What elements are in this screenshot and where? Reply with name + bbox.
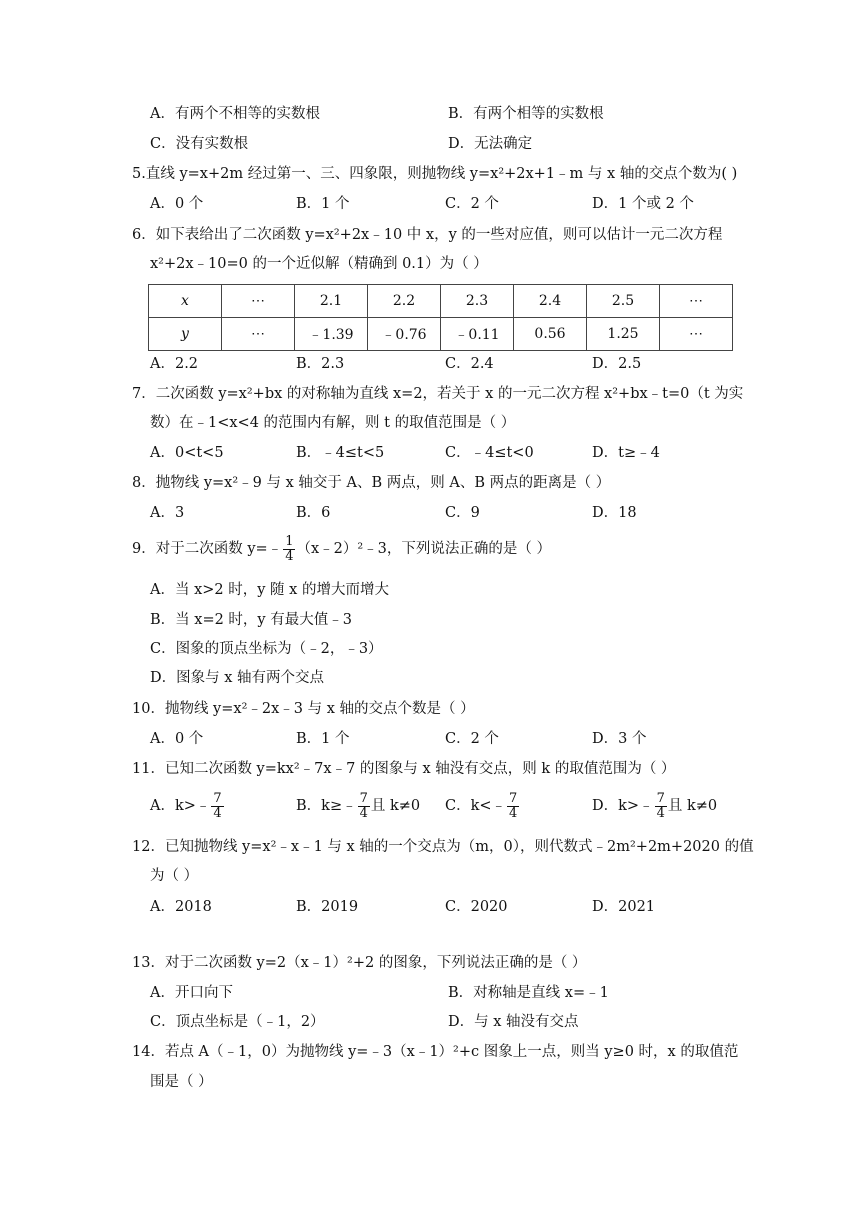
q5-option-a[interactable]: A．0 个 xyxy=(150,196,204,212)
q4-option-a[interactable]: A．有两个不相等的实数根 xyxy=(150,106,320,122)
q10-option-c[interactable]: C．2 个 xyxy=(445,731,499,747)
q7-option-a[interactable]: A．0<t<5 xyxy=(150,445,224,461)
q12-option-b[interactable]: B．2019 xyxy=(296,899,359,915)
table-cell: ﹣0.11 xyxy=(441,318,514,351)
q14-stem-line2: 围是（ ） xyxy=(150,1074,213,1090)
q6-stem-line1: 6．如下表给出了二次函数 y=x²+2x﹣10 中 x，y 的一些对应值，则可以估计一元二次方程 xyxy=(132,227,723,243)
fraction-denominator: 4 xyxy=(359,805,368,821)
table-cell: 2.2 xyxy=(368,285,441,318)
table-cell: 2.1 xyxy=(295,285,368,318)
fraction xyxy=(655,792,667,821)
table-cell: 2.5 xyxy=(587,285,660,318)
q12-stem-line1: 12．已知抛物线 y=x²﹣x﹣1 与 x 轴的一个交点为（m，0），则代数式﹣2m²+2m+2020 的值 xyxy=(132,839,754,855)
q13-option-b[interactable]: B．对称轴是直线 x=﹣1 xyxy=(448,985,609,1001)
fraction-denominator: 4 xyxy=(509,805,518,821)
q6-option-d[interactable]: D．2.5 xyxy=(592,356,642,372)
table-cell: y xyxy=(149,318,222,351)
q12-stem-line2: 为（ ） xyxy=(150,868,199,884)
q4-option-c[interactable]: C．没有实数根 xyxy=(150,136,249,152)
q9-stem xyxy=(132,534,551,564)
fraction-denominator: 4 xyxy=(213,805,222,821)
q6-option-a[interactable]: A．2.2 xyxy=(150,356,199,372)
q5-stem: 5.直线 y=x+2m 经过第一、三、四象限，则抛物线 y=x²+2x+1﹣m 与 x 轴的交点个数为( ) xyxy=(132,166,738,182)
q7-option-b[interactable]: B．﹣4≤t<5 xyxy=(296,445,385,461)
fraction-numerator: 1 xyxy=(285,533,294,549)
q5-option-c[interactable]: C．2 个 xyxy=(445,196,499,212)
fraction xyxy=(507,792,519,821)
q8-stem: 8．抛物线 y=x²﹣9 与 x 轴交于 A、B 两点，则 A、B 两点的距离是（ ） xyxy=(132,475,611,491)
q10-option-d[interactable]: D．3 个 xyxy=(592,731,647,747)
q8-option-c[interactable]: C．9 xyxy=(445,505,480,521)
fraction-denominator: 4 xyxy=(285,548,294,564)
q6-value-table xyxy=(148,284,733,351)
fraction-denominator: 4 xyxy=(656,805,665,821)
q9-stem-suffix: （x﹣2）²﹣3，下列说法正确的是（ ） xyxy=(296,541,552,557)
q10-option-a[interactable]: A．0 个 xyxy=(150,731,204,747)
table-cell: ⋯ xyxy=(222,318,295,351)
table-row-y xyxy=(149,318,733,351)
option-text-suffix: 且 k≠0 xyxy=(370,798,421,814)
q12-option-a[interactable]: A．2018 xyxy=(150,899,212,915)
q11-option-c[interactable] xyxy=(445,790,520,822)
q14-stem-line1: 14．若点 A（﹣1，0）为抛物线 y=﹣3（x﹣1）²+c 图象上一点，则当 y≥0 时，x 的取值范 xyxy=(132,1044,739,1060)
q9-stem-prefix: 9．对于二次函数 y=﹣ xyxy=(132,541,283,557)
fraction xyxy=(211,792,223,821)
q13-option-a[interactable]: A．开口向下 xyxy=(150,985,233,1001)
q9-fraction xyxy=(283,535,295,564)
q6-option-b[interactable]: B．2.3 xyxy=(296,356,345,372)
q8-option-a[interactable]: A．3 xyxy=(150,505,185,521)
fraction-numerator: 7 xyxy=(359,790,368,806)
q7-stem-line1: 7．二次函数 y=x²+bx 的对称轴为直线 x=2，若关于 x 的一元二次方程 x²+bx﹣t=0（t 为实 xyxy=(132,386,744,402)
q4-option-b[interactable]: B．有两个相等的实数根 xyxy=(448,106,604,122)
q9-option-b[interactable]: B．当 x=2 时，y 有最大值﹣3 xyxy=(150,612,352,628)
option-text-suffix: 且 k≠0 xyxy=(667,798,718,814)
option-text: B．k≥﹣ xyxy=(296,798,357,814)
table-cell: ⋯ xyxy=(660,318,733,351)
q9-option-d[interactable]: D．图象与 x 轴有两个交点 xyxy=(150,670,325,686)
q10-stem: 10．抛物线 y=x²﹣2x﹣3 与 x 轴的交点个数是（ ） xyxy=(132,701,475,717)
fraction-numerator: 7 xyxy=(656,790,665,806)
q9-option-c[interactable]: C．图象的顶点坐标为（﹣2，﹣3） xyxy=(150,641,383,657)
table-cell: ﹣1.39 xyxy=(295,318,368,351)
table-cell: 2.4 xyxy=(514,285,587,318)
fraction-numerator: 7 xyxy=(213,790,222,806)
q9-option-a[interactable]: A．当 x>2 时，y 随 x 的增大而增大 xyxy=(150,582,389,598)
option-text: A．k>﹣ xyxy=(150,798,211,814)
q5-option-b[interactable]: B．1 个 xyxy=(296,196,350,212)
fraction-numerator: 7 xyxy=(509,790,518,806)
q13-option-d[interactable]: D．与 x 轴没有交点 xyxy=(448,1014,579,1030)
table-row-x xyxy=(149,285,733,318)
table-cell: x xyxy=(149,285,222,318)
q8-option-b[interactable]: B．6 xyxy=(296,505,331,521)
table-cell: 0.56 xyxy=(514,318,587,351)
q12-option-d[interactable]: D．2021 xyxy=(592,899,656,915)
option-text: C．k<﹣ xyxy=(445,798,507,814)
q6-option-c[interactable]: C．2.4 xyxy=(445,356,494,372)
q8-option-d[interactable]: D．18 xyxy=(592,505,637,521)
q7-option-d[interactable]: D．t≥﹣4 xyxy=(592,445,660,461)
q11-option-d[interactable] xyxy=(592,790,717,822)
table-cell: 2.3 xyxy=(441,285,514,318)
option-text: D．k>﹣ xyxy=(592,798,654,814)
q11-option-b[interactable] xyxy=(296,790,420,822)
q13-option-c[interactable]: C．顶点坐标是（﹣1，2） xyxy=(150,1014,325,1030)
q7-option-c[interactable]: C．﹣4≤t<0 xyxy=(445,445,534,461)
q12-option-c[interactable]: C．2020 xyxy=(445,899,508,915)
q4-option-d[interactable]: D．无法确定 xyxy=(448,136,533,152)
q11-option-a[interactable] xyxy=(150,790,225,822)
q10-option-b[interactable]: B．1 个 xyxy=(296,731,350,747)
table-cell: ﹣0.76 xyxy=(368,318,441,351)
table-cell: ⋯ xyxy=(660,285,733,318)
q11-stem: 11．已知二次函数 y=kx²﹣7x﹣7 的图象与 x 轴没有交点，则 k 的取值范围为（ ） xyxy=(132,761,676,777)
fraction xyxy=(358,792,370,821)
q7-stem-line2: 数）在﹣1<x<4 的范围内有解，则 t 的取值范围是（ ） xyxy=(150,415,516,431)
q13-stem: 13．对于二次函数 y=2（x﹣1）²+2 的图象，下列说法正确的是（ ） xyxy=(132,955,587,971)
q6-stem-line2: x²+2x﹣10=0 的一个近似解（精确到 0.1）为（ ） xyxy=(150,256,488,272)
table-cell: 1.25 xyxy=(587,318,660,351)
table-cell: ⋯ xyxy=(222,285,295,318)
q5-option-d[interactable]: D．1 个或 2 个 xyxy=(592,196,694,212)
